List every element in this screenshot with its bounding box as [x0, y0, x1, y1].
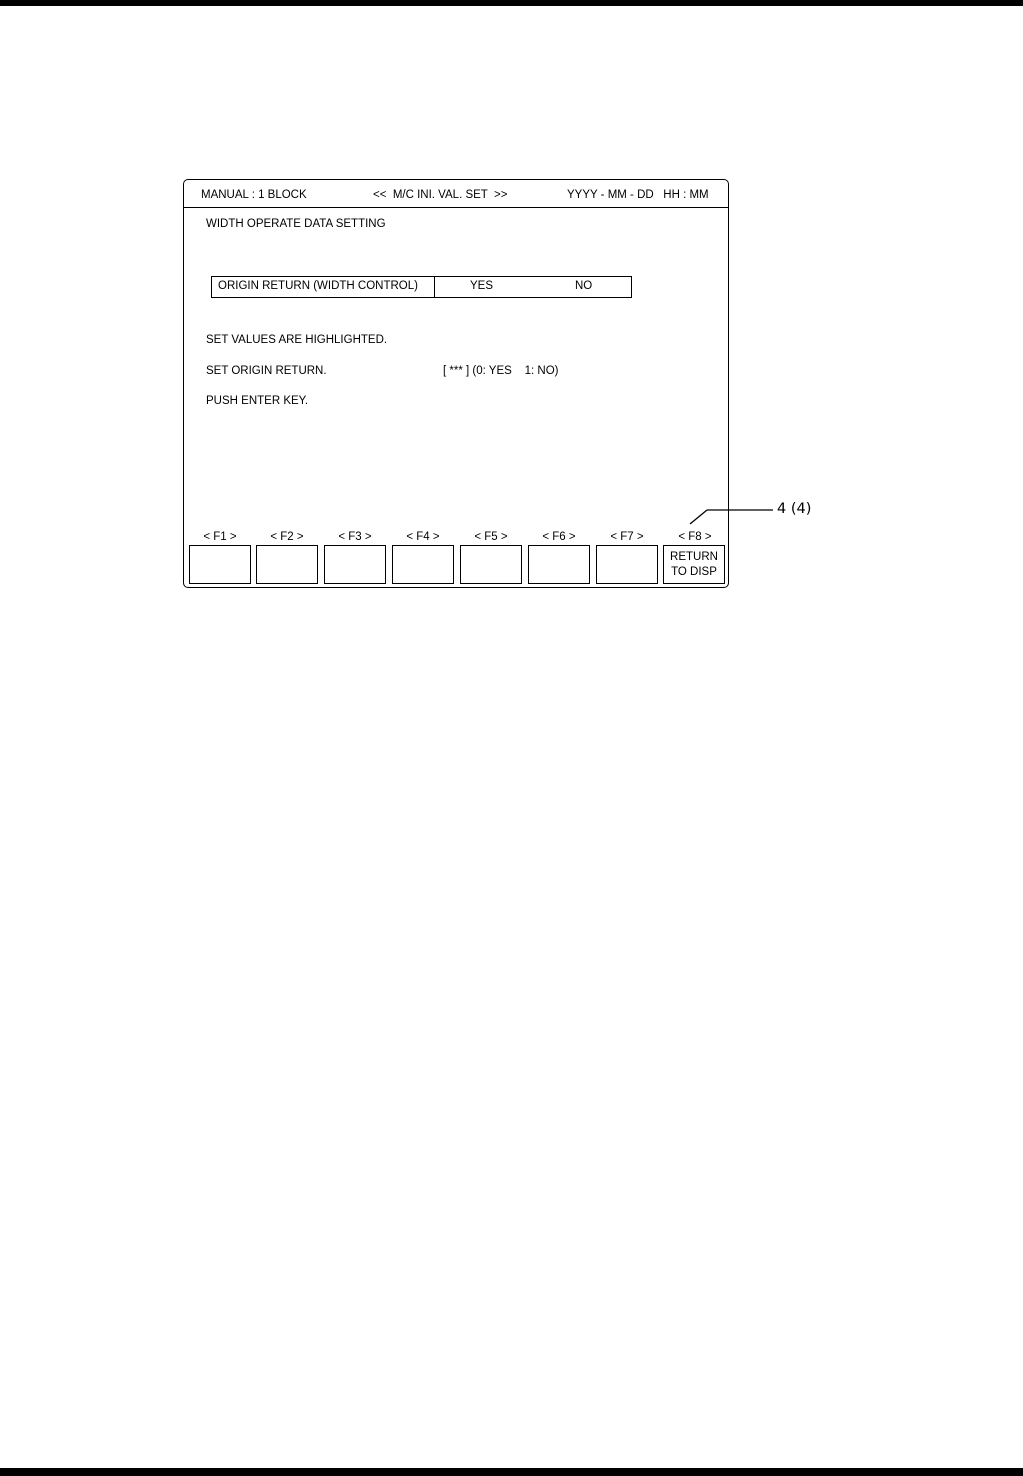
- f7-button[interactable]: [596, 545, 658, 584]
- section-title: WIDTH OPERATE DATA SETTING: [206, 218, 386, 230]
- f1-button[interactable]: [189, 545, 251, 584]
- highlight-message: SET VALUES ARE HIGHLIGHTED.: [206, 334, 388, 346]
- f2-label: < F2 >: [270, 531, 304, 543]
- f3-button[interactable]: [324, 545, 386, 584]
- f6-button[interactable]: [528, 545, 590, 584]
- selector-divider: [434, 277, 435, 297]
- f8-line1: RETURN: [670, 550, 718, 563]
- f1-label: < F1 >: [203, 531, 237, 543]
- origin-return-label: ORIGIN RETURN (WIDTH CONTROL): [218, 280, 418, 292]
- f3-label: < F3 >: [338, 531, 372, 543]
- f5-button[interactable]: [460, 545, 522, 584]
- datetime-display: YYYY - MM - DD HH : MM: [567, 189, 709, 201]
- callout-label: 4 (4): [777, 501, 812, 517]
- callout-leader-line: [680, 500, 780, 530]
- f7-label: < F7 >: [610, 531, 644, 543]
- screen-title: << M/C INI. VAL. SET >>: [373, 189, 508, 201]
- origin-return-selector[interactable]: [211, 276, 632, 298]
- f4-label: < F4 >: [406, 531, 440, 543]
- origin-input-field[interactable]: [ *** ] (0: YES 1: NO): [443, 365, 559, 377]
- bottom-rule: [0, 1468, 1023, 1476]
- header-divider: [184, 207, 728, 208]
- terminal-screen: [183, 179, 729, 588]
- push-enter-message: PUSH ENTER KEY.: [206, 395, 309, 407]
- f4-button[interactable]: [392, 545, 454, 584]
- f5-label: < F5 >: [474, 531, 508, 543]
- f8-label: < F8 >: [678, 531, 712, 543]
- f8-return-to-disp-button[interactable]: [663, 545, 725, 584]
- set-origin-message: SET ORIGIN RETURN.: [206, 365, 327, 377]
- f2-button[interactable]: [256, 545, 318, 584]
- option-no[interactable]: NO: [575, 280, 593, 292]
- top-rule: [0, 0, 1023, 6]
- f8-line2: TO DISP: [671, 565, 717, 578]
- mode-indicator: MANUAL : 1 BLOCK: [201, 189, 307, 201]
- f6-label: < F6 >: [542, 531, 576, 543]
- option-yes[interactable]: YES: [470, 280, 494, 292]
